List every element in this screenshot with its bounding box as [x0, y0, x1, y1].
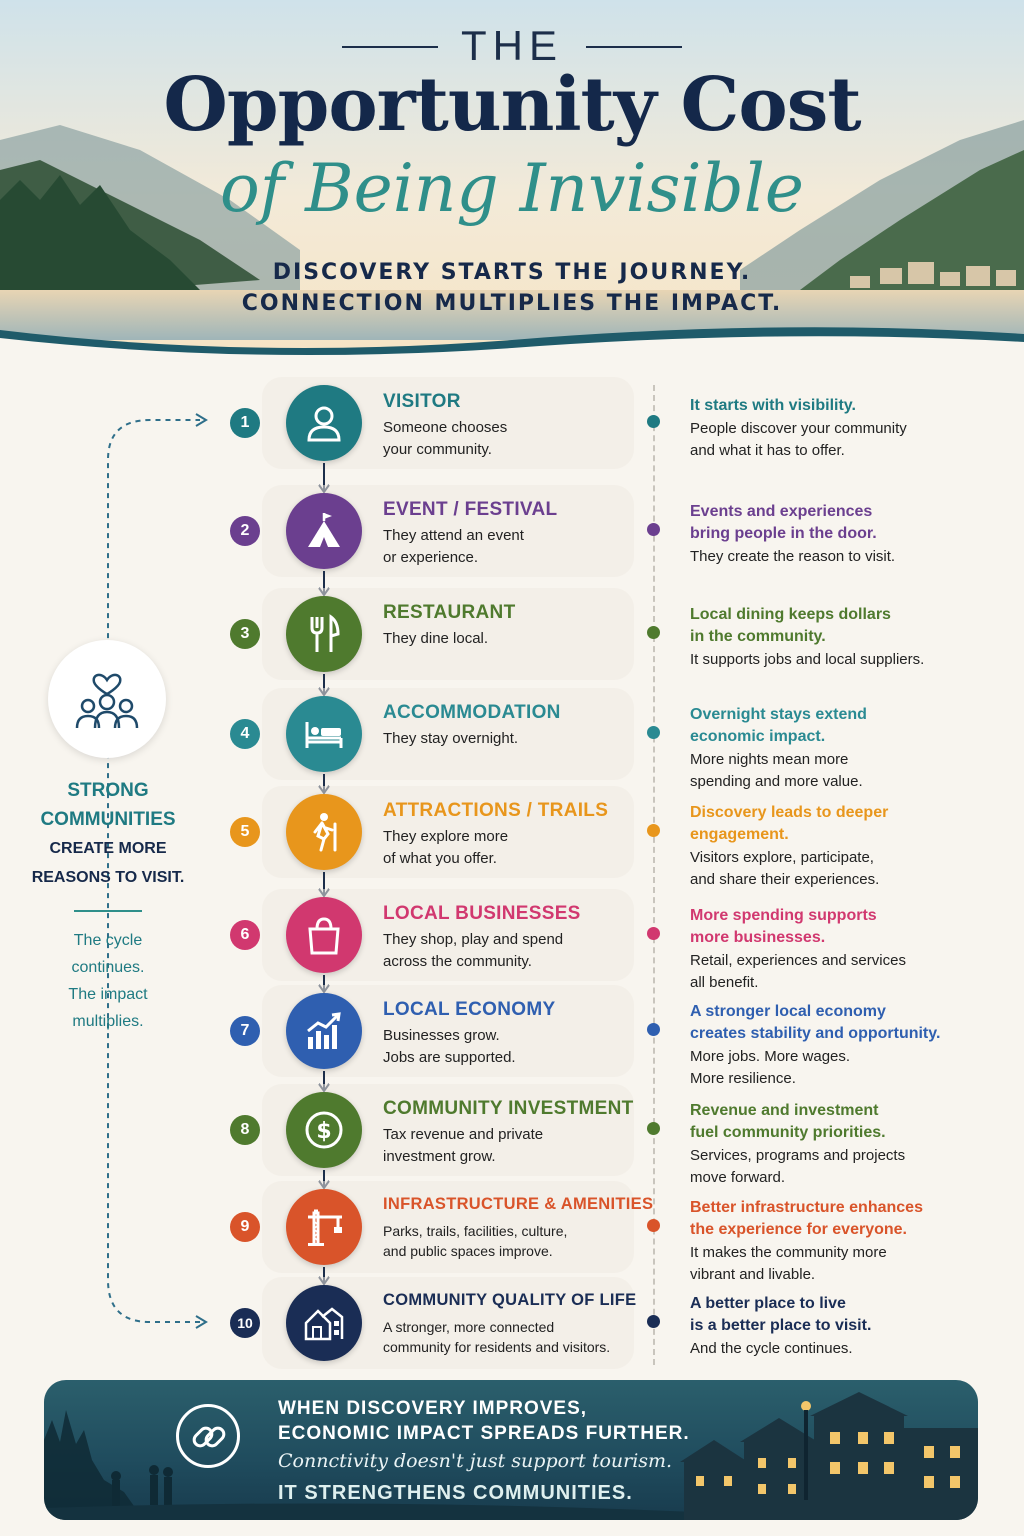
- insight-text-line-2: move forward.: [690, 1169, 786, 1186]
- timeline-dot: [647, 523, 660, 536]
- insight-heading-line-1: Better infrastructure enhances: [690, 1199, 923, 1216]
- step-row: [0, 493, 1024, 589]
- insight-heading-line-1: More spending supports: [690, 907, 877, 924]
- step-description: [383, 929, 633, 973]
- insight-heading-line-1: Revenue and investment: [690, 1102, 879, 1119]
- step-number: 5: [230, 817, 260, 847]
- step-row: [0, 385, 1024, 481]
- dollar-icon: [286, 1092, 362, 1168]
- step-description: [383, 628, 633, 650]
- cycle-text-4: multiplies.: [72, 1013, 144, 1030]
- step-desc-line-1: Parks, trails, facilities, culture,: [383, 1223, 568, 1239]
- footer-line-2: ECONOMIC IMPACT SPREADS FURTHER.: [278, 1423, 690, 1444]
- insight-text-line-1: And the cycle continues.: [690, 1340, 853, 1357]
- step-desc-line-1: They attend an event: [383, 527, 524, 544]
- step-title: LOCAL ECONOMY: [383, 999, 556, 1020]
- step-title: COMMUNITY QUALITY OF LIFE: [383, 1291, 637, 1309]
- step-desc-line-2: investment grow.: [383, 1148, 496, 1165]
- step-title: RESTAURANT: [383, 602, 516, 623]
- step-row: [0, 1092, 1024, 1188]
- insight-text-line-1: People discover your community: [690, 420, 907, 437]
- insight-heading-line-1: Local dining keeps dollars: [690, 606, 891, 623]
- step-desc-line-1: They stay overnight.: [383, 730, 519, 747]
- insight-heading-line-1: Events and experiences: [690, 503, 873, 520]
- step-title: ACCOMMODATION: [383, 702, 561, 723]
- step-title: ATTRACTIONS / TRAILS: [383, 800, 609, 821]
- step-number: 7: [230, 1016, 260, 1046]
- growth-chart-icon: [286, 993, 362, 1069]
- insight-text-line-2: and what it has to offer.: [690, 442, 845, 459]
- insight-heading-line-2: fuel community priorities.: [690, 1124, 886, 1141]
- strong-communities-line-1: STRONG: [67, 780, 149, 801]
- hiker-icon: [286, 794, 362, 870]
- step-desc-line-2: community for residents and visitors.: [383, 1339, 611, 1355]
- step-row: [0, 1285, 1024, 1381]
- insight-text-line-2: spending and more value.: [690, 773, 863, 790]
- houses-icon: [286, 1285, 362, 1361]
- step-description: [383, 417, 633, 461]
- timeline-dot: [647, 824, 660, 837]
- fork-knife-icon: [286, 596, 362, 672]
- step-description: [383, 826, 633, 870]
- reasons-line-1: CREATE MORE: [49, 840, 167, 857]
- strong-communities-line-2: COMMUNITIES: [40, 809, 176, 830]
- step-title: LOCAL BUSINESSES: [383, 903, 581, 924]
- insight-heading-line-1: A stronger local economy: [690, 1003, 886, 1020]
- step-title: VISITOR: [383, 391, 461, 412]
- step-row: [0, 794, 1024, 890]
- insight-heading-line-1: Overnight stays extend: [690, 706, 867, 723]
- shopping-bag-icon: [286, 897, 362, 973]
- step-number: 8: [230, 1115, 260, 1145]
- insight-text-line-2: all benefit.: [690, 974, 759, 991]
- chain-link-icon: [176, 1404, 240, 1468]
- insight-text-line-1: They create the reason to visit.: [690, 548, 896, 565]
- subtitle-line-2: CONNECTION MULTIPLIES THE IMPACT.: [241, 291, 783, 316]
- step-description: [383, 525, 633, 569]
- step-desc-line-2: and public spaces improve.: [383, 1243, 553, 1259]
- crane-icon: [286, 1189, 362, 1265]
- step-row: [0, 897, 1024, 993]
- insight-text-line-1: More nights mean more: [690, 751, 849, 768]
- insight-heading-line-2: is a better place to visit.: [690, 1317, 872, 1334]
- footer-line-3: Connctivity doesn't just support tourism.: [278, 1450, 673, 1472]
- step-row: [0, 993, 1024, 1089]
- step-number: 4: [230, 719, 260, 749]
- insight-heading-line-2: bring people in the door.: [690, 525, 877, 542]
- step-row: [0, 1189, 1024, 1285]
- step-desc-line-2: of what you offer.: [383, 850, 497, 867]
- step-desc-line-1: They explore more: [383, 828, 509, 845]
- timeline-dot: [647, 726, 660, 739]
- svg-text:$: $: [316, 1119, 332, 1144]
- page-title: Opportunity Cost: [163, 62, 861, 148]
- timeline-dot: [647, 1219, 660, 1232]
- step-desc-line-2: across the community.: [383, 953, 532, 970]
- insight-text-line-1: Visitors explore, participate,: [690, 849, 874, 866]
- insight-heading-line-1: It starts with visibility.: [690, 397, 856, 414]
- step-desc-line-2: your community.: [383, 441, 492, 458]
- insight-heading-line-1: Discovery leads to deeper: [690, 804, 889, 821]
- insight-heading-line-2: more businesses.: [690, 929, 826, 946]
- insight-text-line-1: More jobs. More wages.: [690, 1048, 851, 1065]
- insight-heading-line-2: in the community.: [690, 628, 826, 645]
- person-icon: [286, 385, 362, 461]
- step-desc-line-1: Someone chooses: [383, 419, 508, 436]
- step-number: 1: [230, 408, 260, 438]
- tent-icon: [286, 493, 362, 569]
- insight-text-line-1: It supports jobs and local suppliers.: [690, 651, 925, 668]
- step-description: [383, 1221, 633, 1261]
- footer-line-4: IT STRENGTHENS COMMUNITIES.: [278, 1482, 633, 1504]
- step-title: EVENT / FESTIVAL: [383, 499, 558, 520]
- insight-heading-line-1: A better place to live: [690, 1295, 846, 1312]
- footer-line-1: WHEN DISCOVERY IMPROVES,: [278, 1398, 588, 1419]
- step-row: [0, 596, 1024, 692]
- insight-text-line-1: It makes the community more: [690, 1244, 887, 1261]
- page-title-script: of Being Invisible: [220, 150, 804, 227]
- insight-heading-line-2: engagement.: [690, 826, 789, 843]
- insight-text-line-1: Services, programs and projects: [690, 1147, 906, 1164]
- step-number: 10: [230, 1308, 260, 1338]
- timeline-dot: [647, 927, 660, 940]
- timeline-dot: [647, 1122, 660, 1135]
- step-title: COMMUNITY INVESTMENT: [383, 1098, 634, 1119]
- insight-heading-line-2: the experience for everyone.: [690, 1221, 907, 1238]
- subtitle-line-1: DISCOVERY STARTS THE JOURNEY.: [272, 260, 752, 285]
- insight-heading-line-2: creates stability and opportunity.: [690, 1025, 941, 1042]
- step-desc-line-1: Businesses grow.: [383, 1027, 500, 1044]
- insight-text-line-2: More resilience.: [690, 1070, 796, 1087]
- timeline-dot: [647, 1315, 660, 1328]
- step-number: 6: [230, 920, 260, 950]
- step-description: [383, 1124, 633, 1168]
- step-title: INFRASTRUCTURE & AMENITIES: [383, 1195, 654, 1213]
- insight-heading-line-2: economic impact.: [690, 728, 826, 745]
- step-desc-line-2: Jobs are supported.: [383, 1049, 516, 1066]
- bed-icon: [286, 696, 362, 772]
- insight-text-line-2: and share their experiences.: [690, 871, 880, 888]
- timeline-dot: [647, 415, 660, 428]
- insight-text-line-1: Retail, experiences and services: [690, 952, 906, 969]
- step-desc-line-1: Tax revenue and private: [383, 1126, 544, 1143]
- step-desc-line-2: or experience.: [383, 549, 479, 566]
- timeline-dot: [647, 626, 660, 639]
- step-description: [383, 1317, 633, 1357]
- step-description: [383, 728, 633, 750]
- cycle-text-2: continues.: [71, 959, 145, 976]
- step-desc-line-1: A stronger, more connected: [383, 1319, 555, 1335]
- footer-banner: [44, 1380, 978, 1520]
- step-desc-line-1: They shop, play and spend: [383, 931, 564, 948]
- cycle-text-3: The impact: [68, 986, 148, 1003]
- title-the: THE: [461, 22, 563, 69]
- step-number: 3: [230, 619, 260, 649]
- timeline-dot: [647, 1023, 660, 1036]
- step-description: [383, 1025, 633, 1069]
- reasons-line-2: REASONS TO VISIT.: [31, 869, 185, 886]
- step-row: [0, 696, 1024, 792]
- step-number: 2: [230, 516, 260, 546]
- step-number: 9: [230, 1212, 260, 1242]
- insight-text-line-2: vibrant and livable.: [690, 1266, 816, 1283]
- step-desc-line-1: They dine local.: [383, 630, 489, 647]
- cycle-text-1: The cycle: [73, 932, 143, 949]
